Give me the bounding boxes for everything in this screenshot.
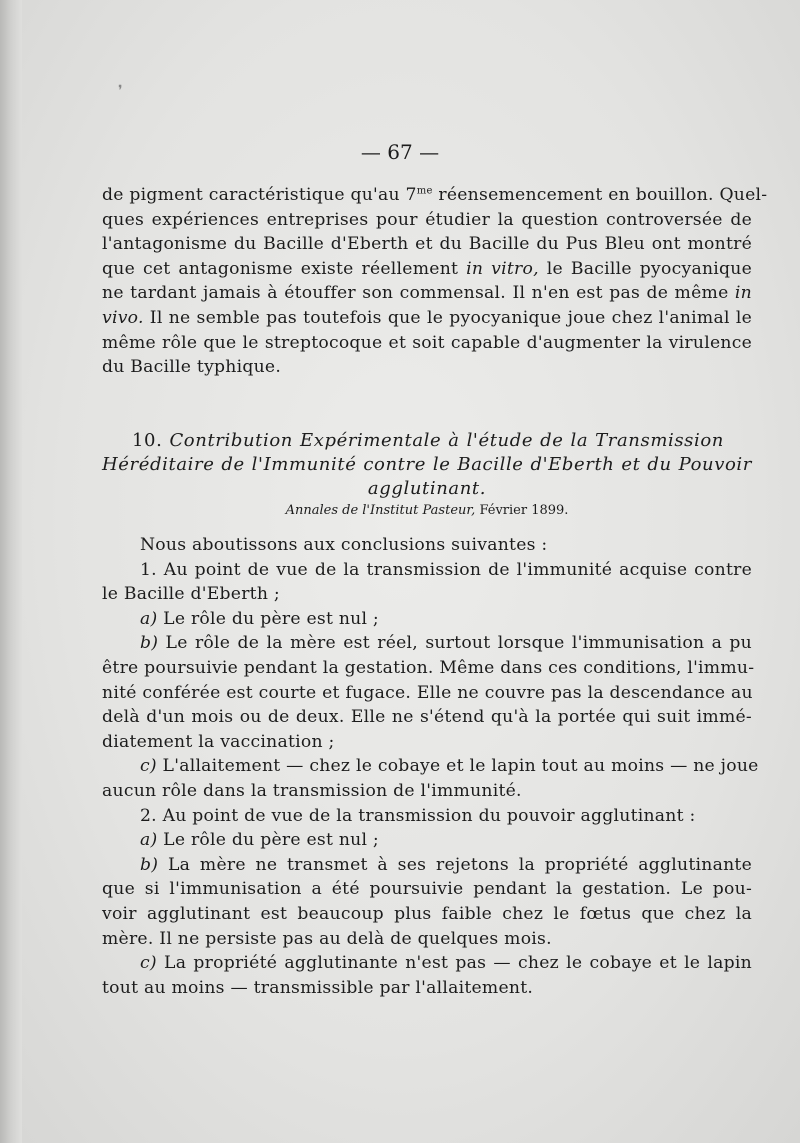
title-line: 10. Contribution Expérimentale à l'étude de la Transmission (132, 430, 725, 451)
paragraph-continuation (102, 183, 768, 380)
list-item: a) Le rôle du père est nul ; (140, 608, 379, 629)
publication-date: Février 1899. (475, 503, 569, 518)
text-line: que si l'immunisation a été poursuivie pendant la gestation. Le pou- (102, 879, 752, 900)
page-number: — 67 — (360, 140, 440, 164)
list-item: b) Le rôle de la mère est réel, surtout lorsque l'immunisation a pu (140, 633, 752, 654)
text-line: même rôle que le streptocoque et soit capable d'augmenter la virulence (102, 332, 752, 353)
text-line: tout au moins — transmissible par l'allaitement. (102, 977, 534, 998)
page-binding-shadow (0, 0, 22, 1143)
list-item: c) L'allaitement — chez le cobaye et le lapin tout au moins — ne joue (140, 756, 759, 777)
text-line: ne tardant jamais à étouffer son commensal. Il n'en est pas de même in (102, 283, 752, 304)
source-citation (102, 502, 752, 520)
text-line: 2. Au point de vue de la transmission du pouvoir agglutinant : (140, 805, 696, 826)
title-line: Héréditaire de l'Immunité contre le Bacille d'Eberth et du Pouvoir (102, 454, 752, 475)
journal-name: Annales de l'Institut Pasteur, (285, 503, 476, 518)
text-line: mère. Il ne persiste pas au delà de quelques mois. (102, 928, 552, 949)
conclusions-intro: Nous aboutissons aux conclusions suivantes : (140, 535, 548, 555)
text-line: l'antagonisme du Bacille d'Eberth et du Bacille du Pus Bleu ont montré (102, 234, 752, 255)
ink-speck-mark: ❜ (118, 83, 123, 99)
text-line: voir agglutinant est beaucoup plus faible chez le fœtus que chez la (102, 903, 752, 924)
text-line: aucun rôle dans la transmission de l'immunité. (102, 780, 522, 801)
text-line: ques expériences entreprises pour étudier la question controversée de (102, 209, 752, 230)
text-line: 1. Au point de vue de la transmission de l'immunité acquise contre (140, 559, 752, 580)
text-line: que cet antagonisme existe réellement in vitro, le Bacille pyocyanique (102, 258, 753, 279)
text-line: delà d'un mois ou de deux. Elle ne s'étend qu'à la portée qui suit immé- (102, 707, 752, 728)
list-item: c) La propriété agglutinante n'est pas — chez le cobaye et le lapin (140, 953, 752, 974)
conclusions-body (102, 533, 759, 1000)
text-line: nité conférée est courte et fugace. Elle ne couvre pas la descendance au (102, 682, 753, 703)
text-line: diatement la vaccination ; (102, 731, 335, 752)
section-number: 10. (132, 430, 163, 451)
text-line: du Bacille typhique. (102, 357, 282, 378)
text-line: le Bacille d'Eberth ; (102, 584, 280, 605)
list-item: b) La mère ne transmet à ses rejetons la propriété agglutinante (140, 854, 752, 875)
text-line: de pigment caractéristique qu'au $7^{me}$ réensemencement en bouillon. Quel- (102, 185, 768, 205)
list-item: a) Le rôle du père est nul ; (140, 830, 379, 851)
text-line: être poursuivie pendant la gestation. Même dans ces conditions, l'immu- (102, 657, 755, 678)
text-line: vivo. Il ne semble pas toutefois que le pyocyanique joue chez l'animal le (102, 307, 752, 328)
section-title (102, 429, 752, 501)
title-line: agglutinant. (367, 478, 487, 499)
